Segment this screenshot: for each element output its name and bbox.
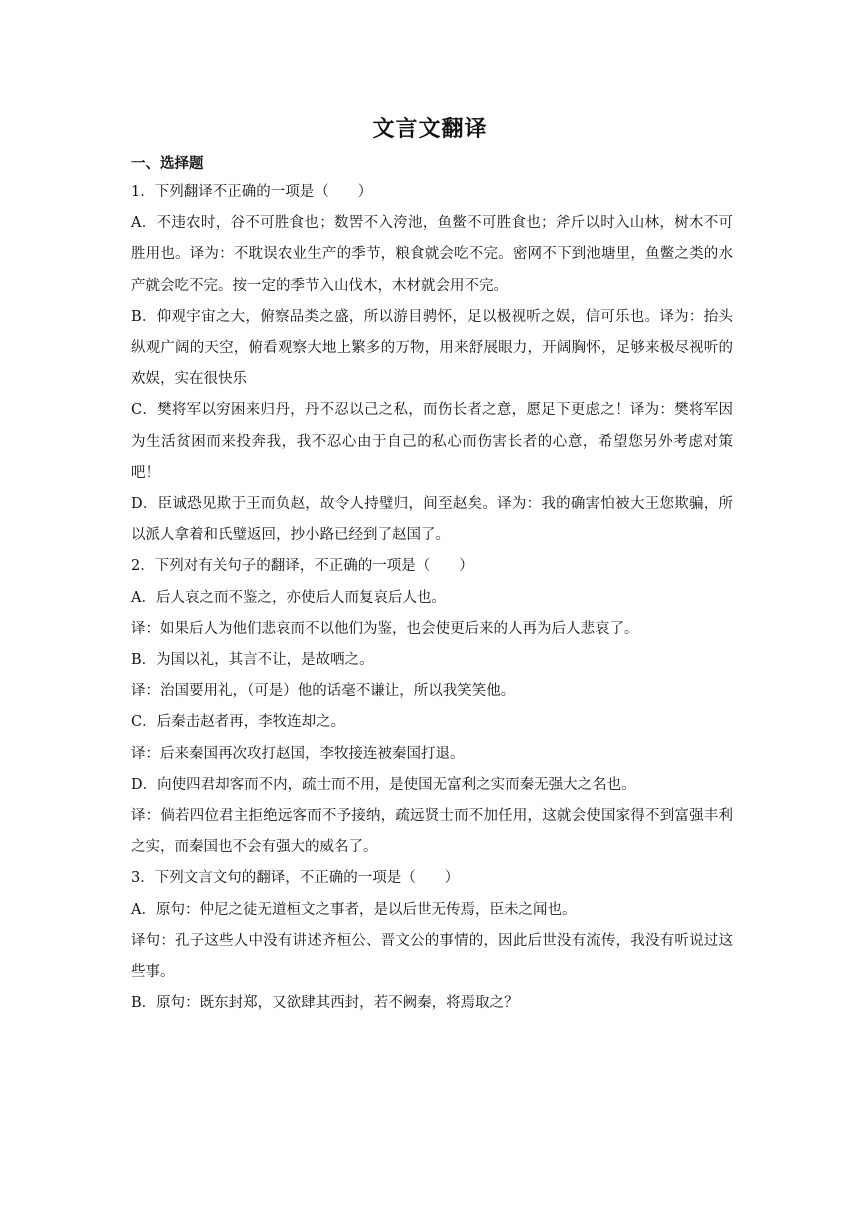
question-2-option-a-translation: 译：如果后人为他们悲哀而不以他们为鉴，也会使更后来的人再为后人悲哀了。 [131, 620, 639, 637]
question-3-stem: 3．下列文言文句的翻译，不正确的一项是（ ） [131, 870, 460, 887]
question-2-option-b-translation: 译：治国要用礼，（可是）他的话毫不谦让，所以我笑笑他。 [131, 683, 516, 700]
question-1-stem: 1．下列翻译不正确的一项是（ ） [131, 184, 373, 200]
question-1-option-c: C．樊将军以穷困来归丹，丹不忍以己之私，而伤长者之意，愿足下更虑之！译为：樊将军因为生活贫困而来投奔我，我不忍心由于自己的私心而伤害长者的心意，希望您另外考虑对策吧！ [131, 402, 733, 481]
question-1-option-b: B．仰观宇宙之大，俯察品类之盛，所以游目骋怀，足以极视听之娱，信可乐也。译为：抬头纵观广阔的天空，俯看观察大地上繁多的万物，用来舒展眼力，开阔胸怀，足够来极尽视听的欢娱，实在很快乐 [131, 308, 733, 388]
question-2-stem: 2．下列对有关句子的翻译，不正确的一项是（ ） [131, 558, 474, 575]
question-2-option-d-translation: 译：倘若四位君主拒绝远客而不予接纳，疏远贤士而不加任用，这就会使国家得不到富强丰利之实，而秦国也不会有强大的威名了。 [131, 808, 733, 856]
question-2-option-c: C．后秦击赵者再，李牧连却之。 [131, 714, 346, 731]
question-3-option-a: A．原句：仲尼之徒无道桓文之事者，是以后世无传焉，臣未之闻也。 [131, 901, 577, 918]
document-body [131, 177, 733, 1019]
question-3-option-a-translation: 译句：孔子这些人中没有讲述齐桓公、晋文公的事情的，因此后世没有流传，我没有听说过这些事。 [131, 932, 733, 981]
question-3-option-b: B．原句：既东封郑，又欲肆其西封，若不阙秦，将焉取之？ [131, 995, 519, 1012]
question-1-option-d: D．臣诚恐见欺于王而负赵，故令人持璧归，间至赵矣。译为：我的确害怕被大王您欺骗，所以派人拿着和氏璧返回，抄小路已经到了赵国了。 [131, 496, 733, 544]
question-2-option-c-translation: 译：后来秦国再次攻打赵国，李牧接连被秦国打退。 [131, 745, 465, 762]
document-title: 文言文翻译 [372, 116, 488, 142]
section-heading: 一、选择题 [131, 155, 204, 172]
question-2-option-a: A．后人哀之而不鉴之，亦使后人而复哀后人也。 [131, 589, 446, 606]
question-1-option-a: A．不违农时，谷不可胜食也；数罟不入洿池，鱼鳖不可胜食也；斧斤以时入山林，树木不可胜用也。译为：不耽误农业生产的季节，粮食就会吃不完。密网不下到池塘里，鱼鳖之类的水产就会吃不完。按一定的季节入山伐木，木材就会用不完。 [131, 215, 733, 294]
question-2-option-d: D．向使四君却客而不内，疏士而不用，是使国无富利之实而秦无强大之名也。 [131, 776, 636, 793]
question-2-option-b: B．为国以礼，其言不让，是故哂之。 [131, 652, 374, 669]
